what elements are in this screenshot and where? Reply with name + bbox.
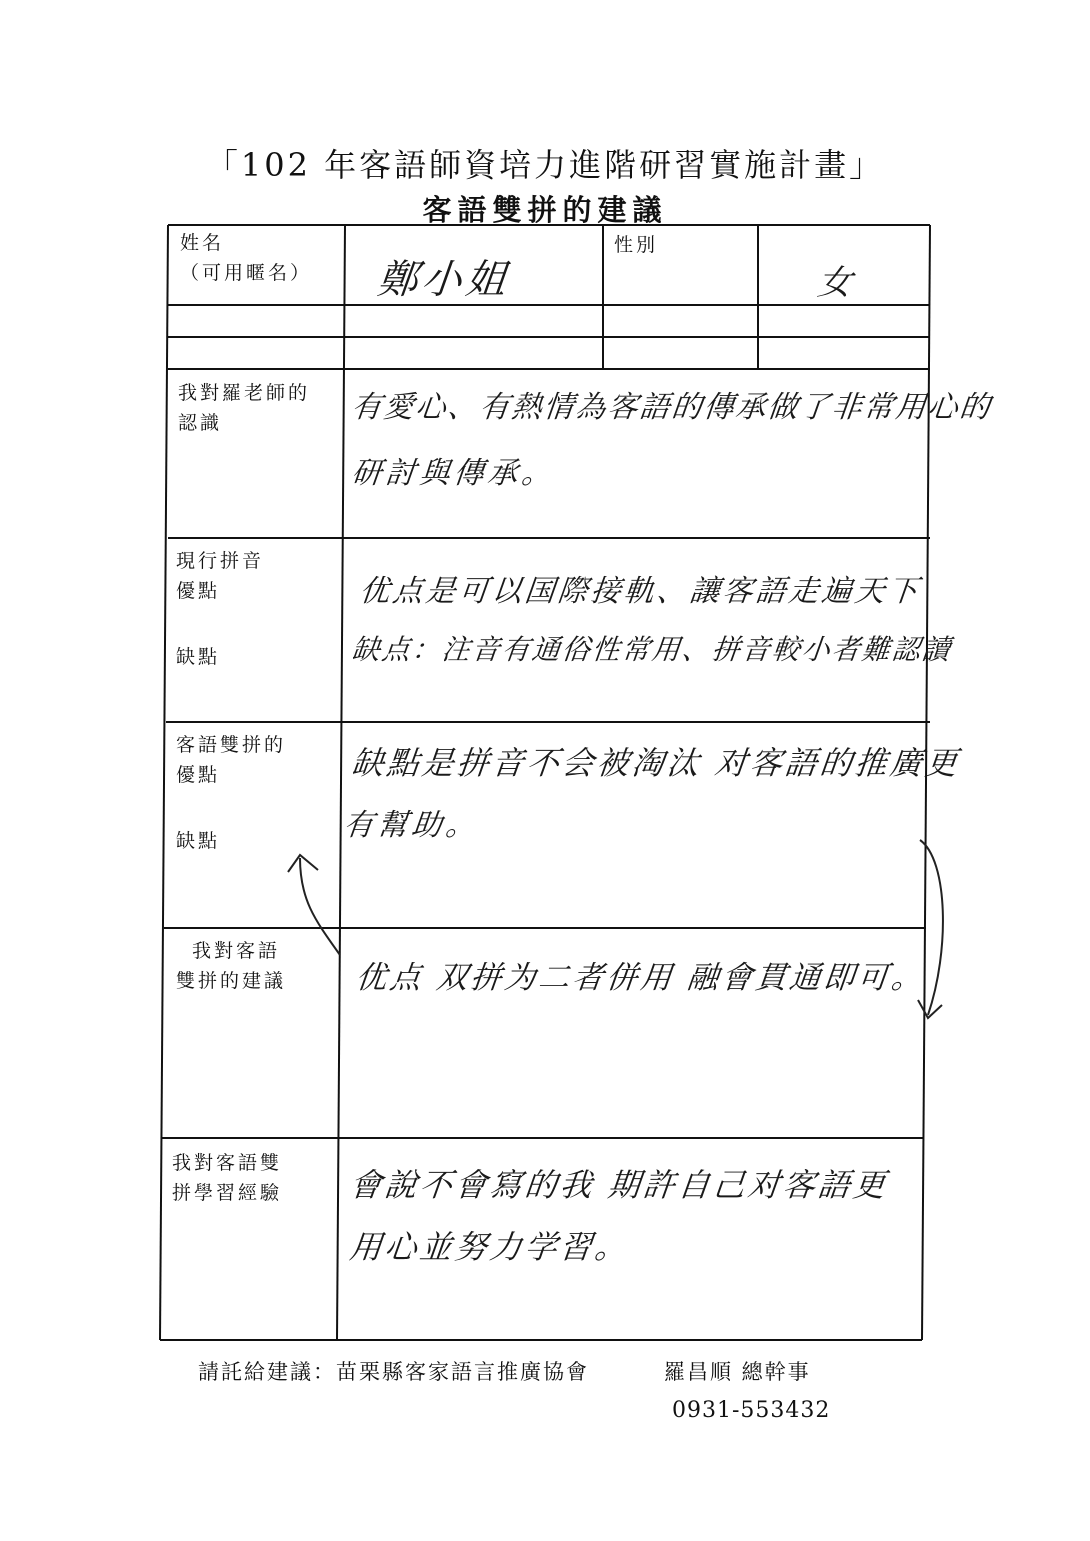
document-subtitle: 客語雙拼的建議 — [422, 193, 668, 227]
dual-text-line2: 有幫助。 — [341, 808, 482, 843]
suggestion-label: 我對客語 — [192, 940, 281, 962]
current-disadvantage-text: 缺点：注音有通俗性常用、拼音較小者難認讀 — [350, 633, 954, 666]
teacher-label-2: 認識 — [178, 412, 223, 434]
experience-label-2: 拼學習經驗 — [172, 1182, 283, 1204]
gender-value: 女 — [815, 263, 858, 303]
name-value: 鄭小姐 — [375, 257, 513, 303]
name-sub-label: （可用暱名） — [180, 262, 313, 284]
current-advantage-label: 優點 — [176, 580, 221, 602]
teacher-label: 我對羅老師的 — [178, 382, 311, 404]
teacher-text-line2: 研討與傳承。 — [349, 456, 558, 491]
suggestion-label-2: 雙拼的建議 — [176, 970, 287, 992]
experience-text-line1: 會說不會寫的我 期許自己对客語更 — [347, 1166, 890, 1204]
dual-disadvantage-label: 缺點 — [176, 830, 221, 852]
document-title: 「102 年客語師資培力進階研習實施計畫」 — [205, 146, 885, 184]
dual-pinyin-label: 客語雙拼的 — [176, 734, 287, 756]
current-advantage-text: 优点是可以国際接軌、讓客語走遍天下 — [357, 574, 923, 609]
current-pinyin-label: 現行拼音 — [176, 550, 265, 572]
name-label: 姓名 — [180, 232, 225, 254]
footer-contact-person: 羅昌順 總幹事 — [664, 1360, 811, 1384]
experience-text-line2: 用心並努力学習。 — [347, 1228, 632, 1266]
current-disadvantage-label: 缺點 — [176, 646, 221, 668]
teacher-text-line1: 有愛心、有熱情為客語的傳承做了非常用心的 — [349, 390, 994, 425]
suggestion-text: 优点 双拼为二者併用 融會貫通即可。 — [353, 960, 928, 996]
experience-label: 我對客語雙 — [172, 1152, 283, 1174]
dual-text-line1: 缺點是拼音不会被淘汰 对客語的推廣更 — [349, 744, 962, 782]
footer-contact: 請託給建議：苗栗縣客家語言推廣協會 — [198, 1360, 589, 1384]
gender-label: 性別 — [614, 234, 659, 256]
footer-phone: 0931-553432 — [672, 1398, 831, 1423]
dual-advantage-label: 優點 — [176, 764, 221, 786]
